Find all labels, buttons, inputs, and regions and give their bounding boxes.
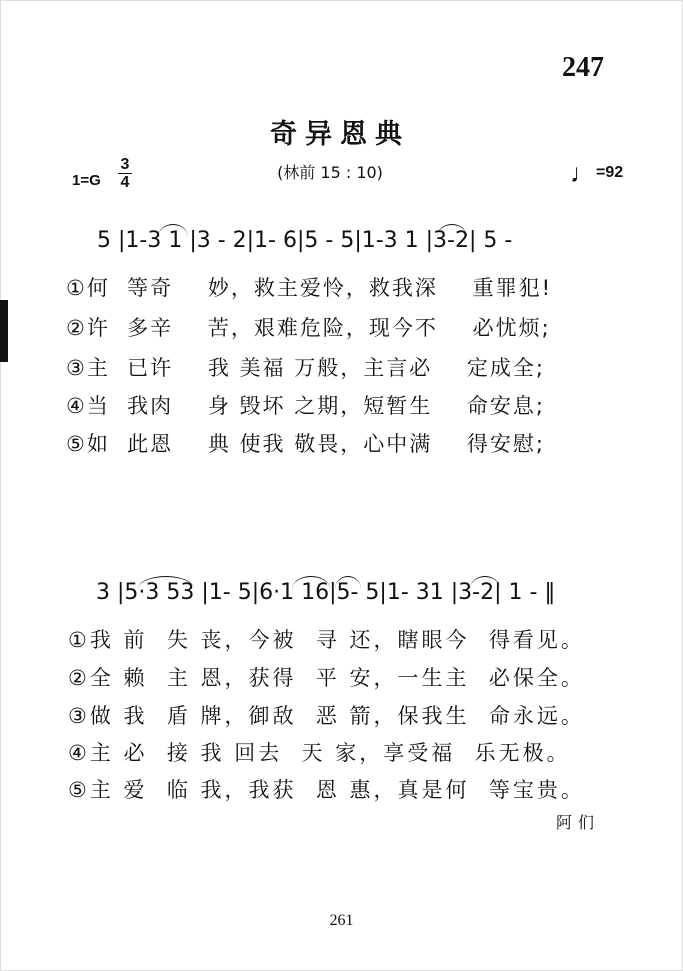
meter-bottom: 4 (120, 174, 130, 191)
hymn-title: 奇异恩典 (270, 119, 410, 150)
key-signature: 1=G (72, 172, 101, 189)
verse-5-line-2: ⑤主 爱 临 我，我获 恩 惠，真是何 等宝贵。 (68, 778, 585, 802)
slur (292, 576, 330, 589)
scripture-reference: (林前 15 : 10) (277, 163, 383, 182)
slur (158, 224, 188, 237)
tempo-marking (570, 158, 623, 189)
verse-4-line-2: ④主 必 接 我 回去 天 家，享受福 乐无极。 (68, 741, 571, 765)
hymn-number: 247 (562, 52, 604, 83)
slur (437, 224, 467, 237)
verse-2-line-2: ②全 赖 主 恩，获得 平 安，一生主 必保全。 (68, 666, 585, 690)
meter-top: 3 (120, 156, 130, 173)
amen-text: 阿们 (556, 813, 601, 832)
verse-2-line-1: ②许 多辛 苦，艰难危险，现今不 必忧烦; (66, 316, 551, 340)
verse-3-line-2: ③做 我 盾 牌，御敌 恶 箭，保我生 命永远。 (68, 704, 585, 728)
tempo-value: =92 (596, 164, 624, 181)
verse-3-line-1: ③主 已许 我 美福 万般，主言必 定成全; (66, 356, 546, 380)
slur (138, 576, 194, 589)
verse-4-line-1: ④当 我肉 身 毁坏 之期，短暂生 命安息; (66, 394, 546, 418)
notation-line-2: 3 |5·3 53 |1- 5|6·1 16|5- 5|1- 31 |3-2| 1 - ‖ (96, 580, 556, 605)
slur (335, 576, 361, 589)
notation-line-1: 5 |1-3 1 |3 - 2|1- 6|5 - 5|1-3 1 |3-2| 5 - (97, 228, 513, 253)
quarter-note-icon: ♩ (570, 158, 596, 188)
verse-1-line-2: ①我 前 失 丧，今被 寻 还，瞎眼今 得看见。 (68, 628, 585, 652)
verse-5-line-1: ⑤如 此恩 典 使我 敬畏，心中满 得安慰; (66, 432, 546, 456)
page-number: 261 (329, 912, 354, 929)
verse-1-line-1: ①何 等奇 妙，救主爱怜，救我深 重罪犯! (66, 276, 552, 300)
slur (470, 576, 500, 589)
margin-tab (0, 300, 8, 362)
time-signature (117, 156, 133, 191)
